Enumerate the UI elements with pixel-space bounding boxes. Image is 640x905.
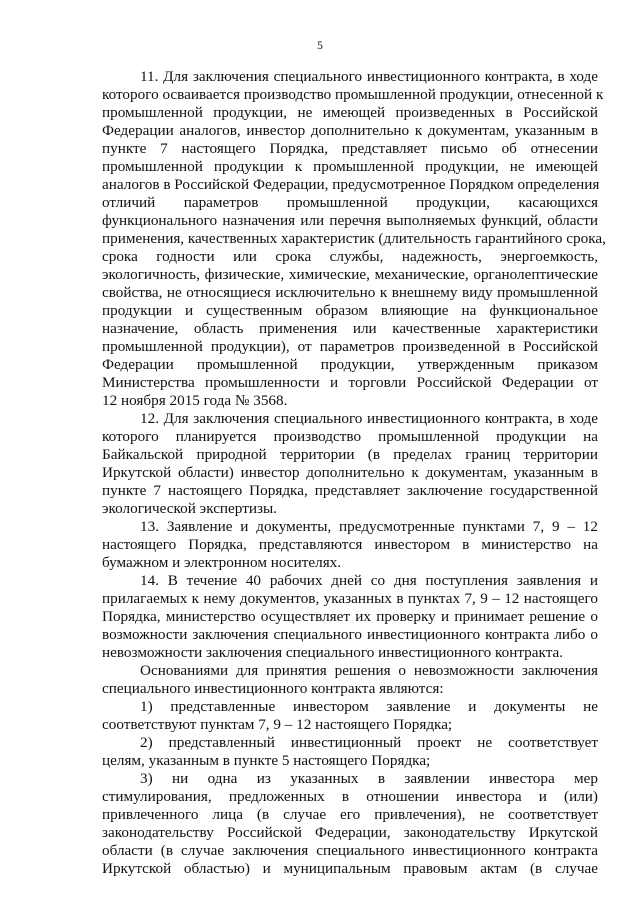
text-line: Порядка, министерство осуществляет их проверку и принимает решение о xyxy=(102,608,598,625)
text-line: экологической экспертизы. xyxy=(102,500,277,517)
text-line: отличий параметров промышленной продукции, касающихся xyxy=(102,194,598,211)
text-line: Федерации промышленной продукции, утвержденным приказом xyxy=(102,356,598,373)
text-line: целям, указанным в пункте 5 настоящего Порядка; xyxy=(102,752,431,769)
text-line: которого планируется производство промышленной продукции на xyxy=(102,428,598,445)
text-line: прилагаемых к нему документов, указанных в пунктах 7, 9 – 12 настоящего xyxy=(102,590,598,607)
text-line: Байкальской природной территории (в пределах границ территории xyxy=(102,446,598,463)
text-line: возможности заключения специального инвестиционного контракта либо о xyxy=(102,626,598,643)
text-line: пункте 7 настоящего Порядка, представляет письмо об отнесении xyxy=(102,140,598,157)
text-line: 11. Для заключения специального инвестиционного контракта, в ходе xyxy=(140,68,598,85)
text-line: бумажном и электронном носителях. xyxy=(102,554,342,571)
page-number: 5 xyxy=(317,40,323,52)
text-line: области (в случае заключения специального инвестиционного контракта xyxy=(102,842,598,859)
text-line: 3) ни одна из указанных в заявлении инвестора мер xyxy=(140,770,598,787)
text-line: срока годности или срока службы, надежность, энергоемкость, xyxy=(102,248,598,265)
text-line: 14. В течение 40 рабочих дней со дня поступления заявления и xyxy=(140,572,598,589)
text-line: Основаниями для принятия решения о невозможности заключения xyxy=(140,662,598,679)
text-line: законодательству Российской Федерации, законодательству Иркутской xyxy=(102,824,598,841)
text-line: привлеченного лица (в случае его привлечения), не соответствует xyxy=(102,806,598,823)
text-line: соответствуют пунктам 7, 9 – 12 настоящего Порядка; xyxy=(102,716,453,733)
text-line: назначение, область применения или качественные характеристики xyxy=(102,320,598,337)
text-line: 1) представленные инвестором заявление и документы не xyxy=(140,698,598,715)
text-line: Министерства промышленности и торговли Российской Федерации от xyxy=(102,374,598,391)
text-line: 2) представленный инвестиционный проект не соответствует xyxy=(140,734,598,751)
text-line: применения, качественных характеристик (длительность гарантийного срока, xyxy=(102,230,606,247)
text-line: Иркутской области) инвестор дополнительно к документам, указанным в xyxy=(102,464,598,481)
text-line: продукции и существенным образом влияющие на функциональное xyxy=(102,302,598,319)
text-line: 12 ноября 2015 года № 3568. xyxy=(102,392,288,409)
text-line: промышленной продукции), от параметров произведенной в Российской xyxy=(102,338,598,355)
text-line: настоящего Порядка, представляются инвестором в министерство на xyxy=(102,536,598,553)
text-line: Федерации аналогов, инвестор дополнительно к документам, указанным в xyxy=(102,122,598,139)
text-line: невозможности заключения специального инвестиционного контракта. xyxy=(102,644,564,661)
text-line: экологичность, физические, химические, механические, органолептические xyxy=(102,266,598,283)
text-line: 12. Для заключения специального инвестиционного контракта, в ходе xyxy=(140,410,598,427)
text-line: пункте 7 настоящего Порядка, представляет заключение государственной xyxy=(102,482,598,499)
text-line: 13. Заявление и документы, предусмотренные пунктами 7, 9 – 12 xyxy=(140,518,598,535)
text-line: стимулирования, предложенных в отношении инвестора и (или) xyxy=(102,788,598,805)
text-line: специального инвестиционного контракта являются: xyxy=(102,680,444,697)
text-line: аналогов в Российской Федерации, предусмотренное Порядком определения xyxy=(102,176,600,193)
text-line: Иркутской областью) и муниципальным правовым актам (в случае xyxy=(102,860,598,877)
text-line: промышленной продукции к промышленной продукции, не имеющей xyxy=(102,158,598,175)
text-line: промышленной продукции, не имеющей произведенных в Российской xyxy=(102,104,598,121)
text-line: свойства, не относящиеся исключительно к внешнему виду промышленной xyxy=(102,284,598,301)
text-line: которого осваивается производство промышленной продукции, отнесенной к xyxy=(102,86,604,103)
text-line: функционального назначения или перечня выполняемых функций, области xyxy=(102,212,598,229)
